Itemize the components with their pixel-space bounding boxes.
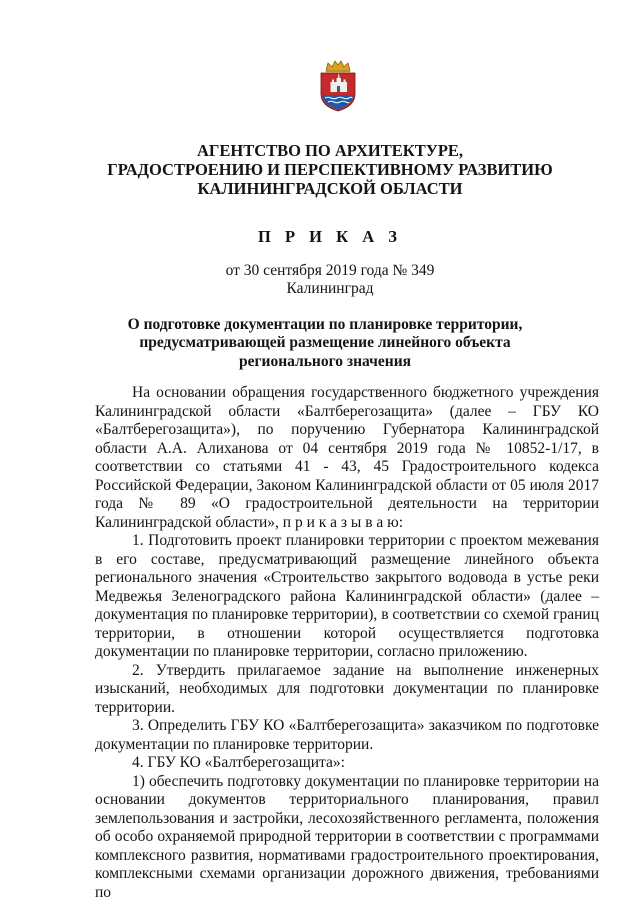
document-body	[95, 384, 599, 902]
order-item-4: 4. ГБУ КО «Балтберегозащита»:	[132, 754, 345, 771]
document-type: П Р И К А З	[258, 227, 402, 246]
document-title-line: предусматривающей размещение линейного объекта	[139, 334, 511, 352]
document-city: Калининград	[286, 280, 374, 297]
preamble-paragraph: На основании обращения государственного бюджетного учреждения Калининградской области «Балтберегозащита» (далее – ГБУ КО «Балтберегозащита»), по поручению Губернатора Калининградской области А.А. Алиханова от 04 сентября 2019 года № 10852-1/17, в соответствии со статьями 41 - 43, 45 Градостроительного кодекса Российской Федерации, Законом Калининградской области от 05 июля 2017 года № 89 «О градостроительной деятельности на территории Калининградской области», п р и к а з ы в а ю:	[95, 384, 599, 531]
agency-name-line: КАЛИНИНГРАДСКОЙ ОБЛАСТИ	[197, 179, 463, 198]
order-subitem-4-1: 1) обеспечить подготовку документации по планировке территории на основании документов территориального планирования, правил землепользования и застройки, лесохозяйственного регламента, положения об особо охраняемой природной территории в соответствии с программами комплексного развития, нормативами градостроительного проектирования, комплексными схемами организации дорожного движения, требованиями по	[95, 772, 599, 901]
agency-name-line: АГЕНТСТВО ПО АРХИТЕКТУРЕ,	[196, 141, 464, 160]
agency-name	[60, 141, 600, 198]
order-item-2: 2. Утвердить прилагаемое задание на выполнение инженерных изысканий, необходимых для подготовки документации по планировке территории.	[95, 661, 599, 716]
document-date-number: от 30 сентября 2019 года № 349	[225, 262, 435, 279]
document-title	[100, 316, 550, 371]
agency-name-line: ГРАДОСТРОЕНИЮ И ПЕРСПЕКТИВНОМУ РАЗВИТИЮ	[107, 160, 553, 179]
order-item-3: 3. Определить ГБУ КО «Балтберегозащита» заказчиком по подготовке документации по планировке территории.	[95, 717, 599, 753]
document-title-line: регионального значения	[238, 352, 412, 370]
order-item-1: 1. Подготовить проект планировки территории с проектом межевания в его составе, предусматривающий размещение линейного объекта регионального значения «Строительство закрытого водовода в устье реки Медвежья Зеленоградского района Калининградской области» (далее – документация по планировке территории), в соответствии со схемой границ территории, в отношении которой осуществляется подготовка документации по планировке территории, согласно приложению.	[95, 532, 599, 660]
coat-of-arms-icon	[319, 58, 357, 112]
document-title-line: О подготовке документации по планировке территории,	[127, 316, 523, 333]
